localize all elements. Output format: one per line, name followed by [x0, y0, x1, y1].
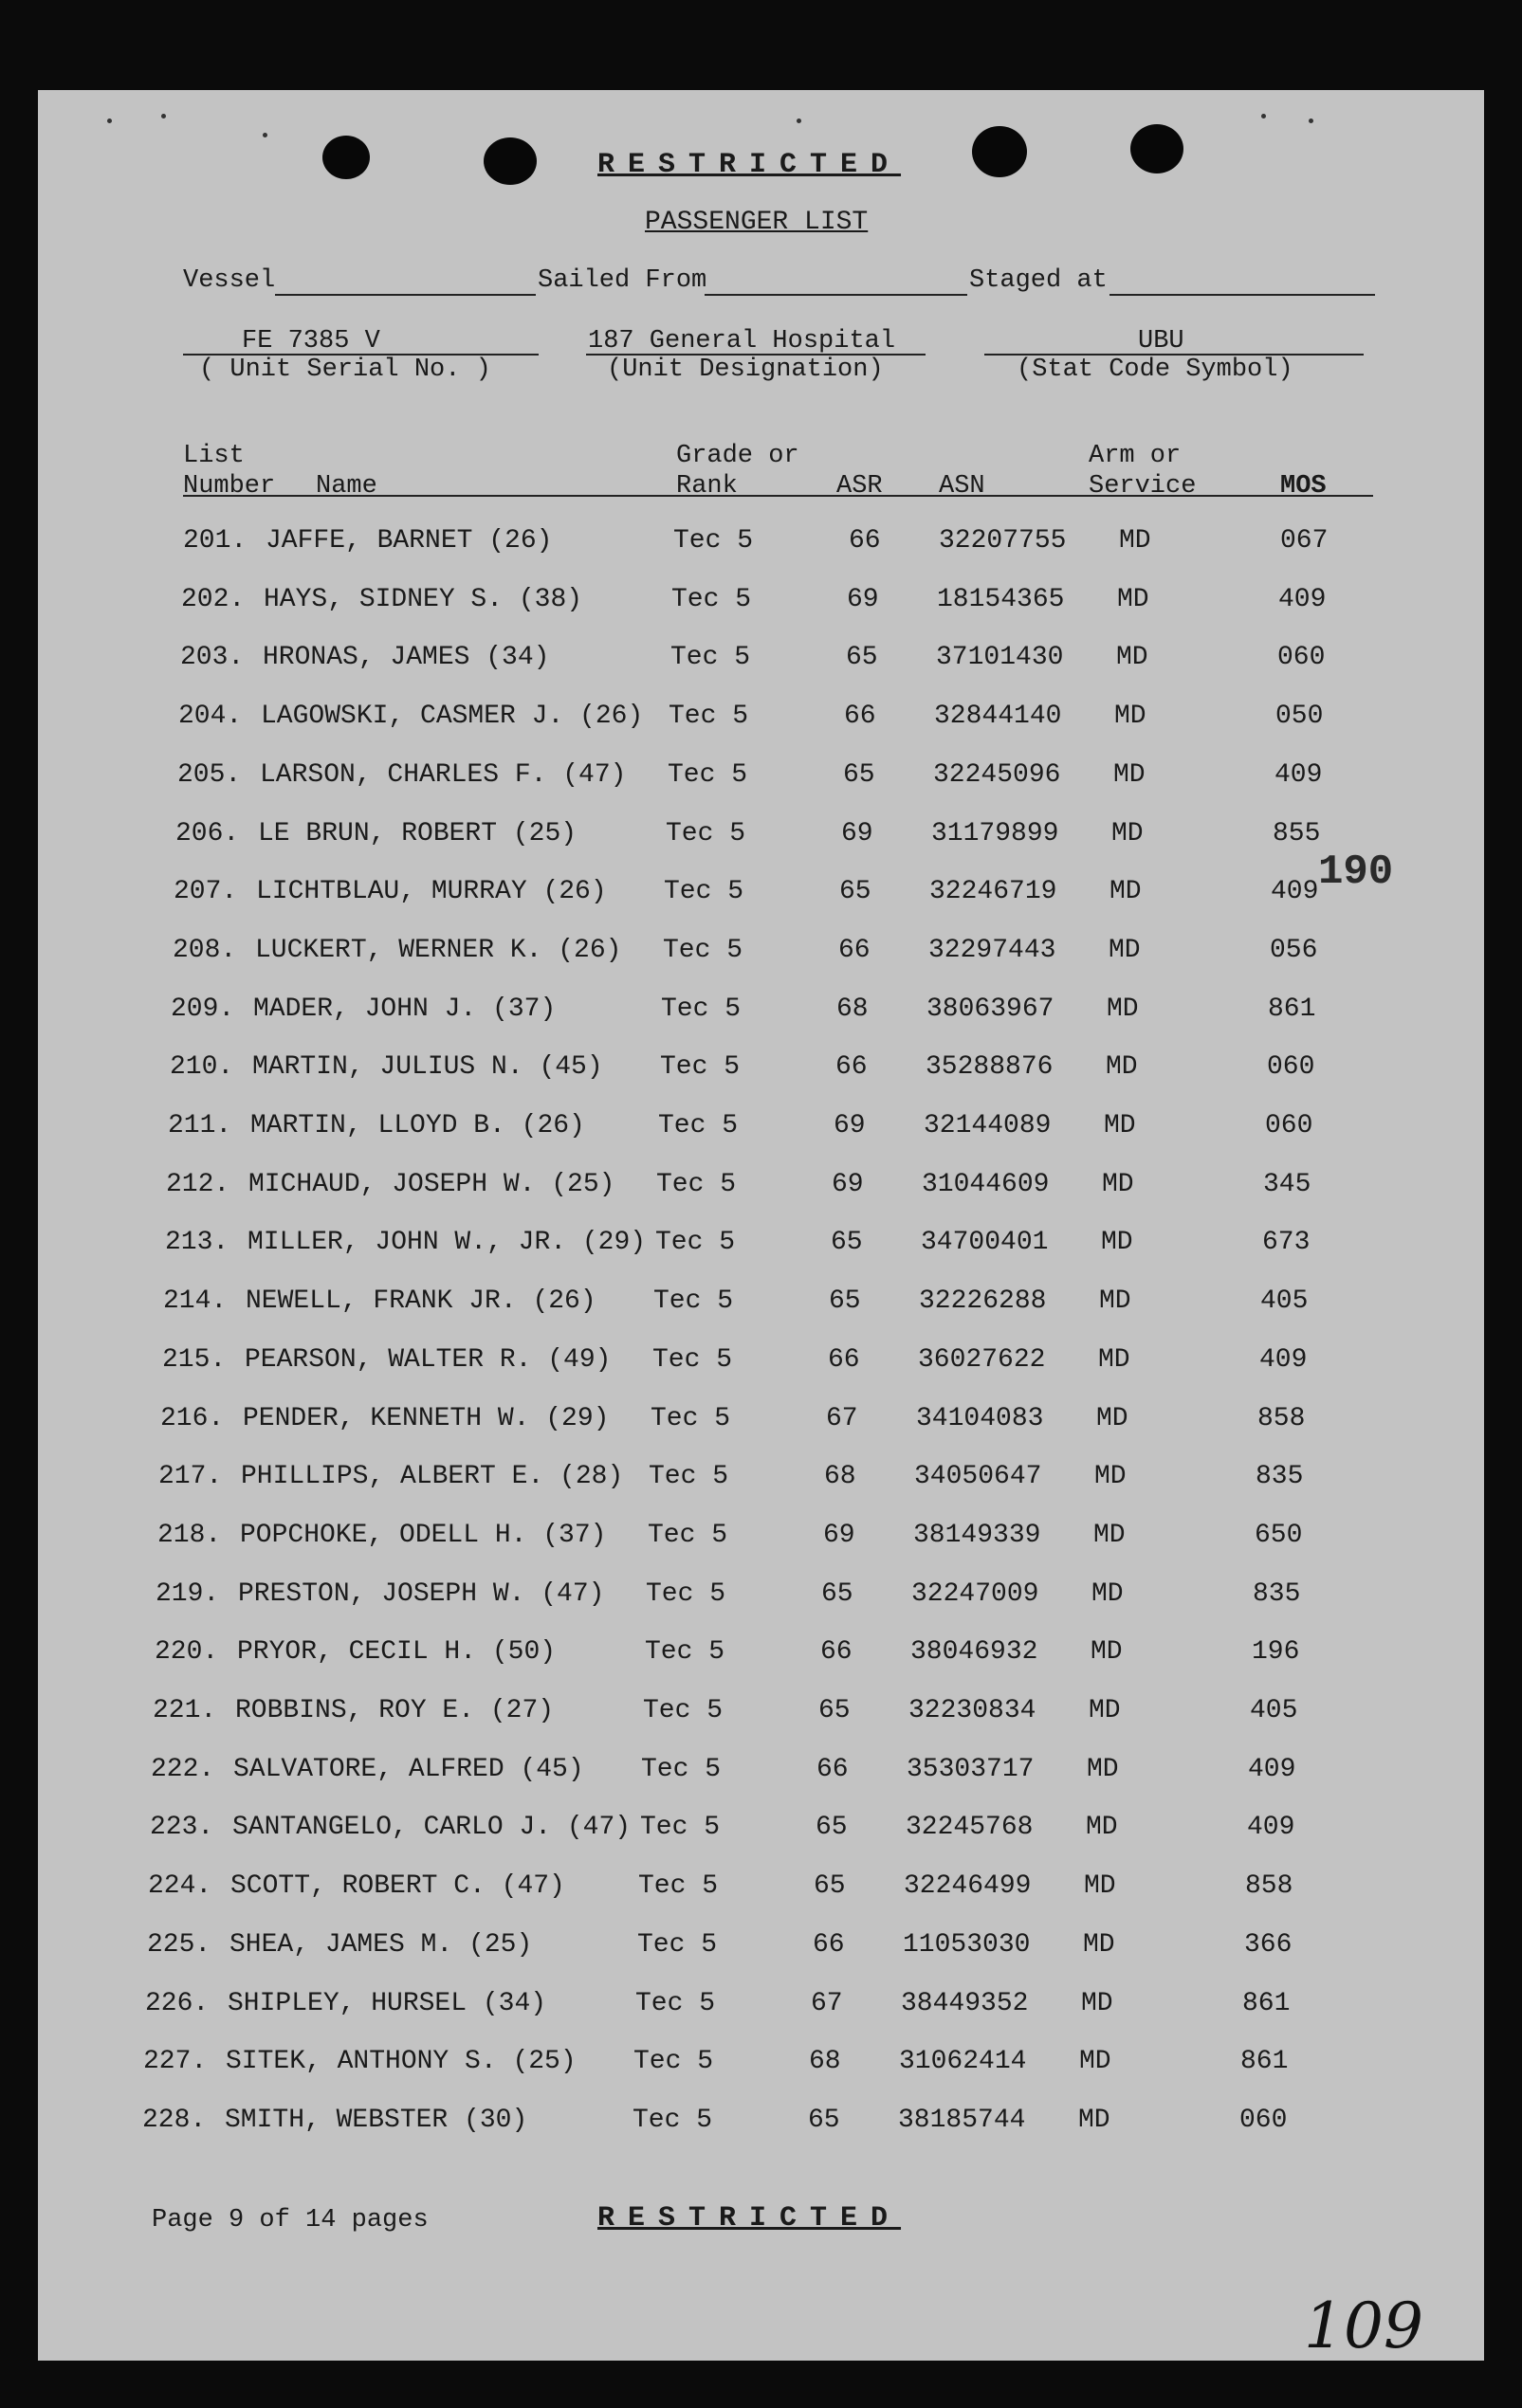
- cell-asn: 31062414: [899, 2047, 1027, 2077]
- cell-name: PEARSON, WALTER R. (49): [245, 1344, 612, 1375]
- cell-mos: 861: [1242, 1988, 1291, 2018]
- cell-arm: MD: [1107, 994, 1139, 1024]
- cell-mos: 405: [1260, 1286, 1309, 1317]
- cell-grade: Tec 5: [655, 1228, 736, 1258]
- cell-grade: Tec 5: [661, 994, 742, 1024]
- cell-arm: MD: [1102, 1169, 1134, 1199]
- cell-name: LUCKERT, WERNER K. (26): [255, 935, 622, 965]
- table-row: [20, 1228, 1466, 1266]
- cell-grade: Tec 5: [653, 1286, 734, 1317]
- table-row: [12, 1521, 1458, 1559]
- cell-mos: 067: [1280, 526, 1329, 556]
- cell-mos: 060: [1277, 643, 1326, 673]
- cell-asr: 66: [844, 702, 876, 732]
- cell-arm: MD: [1091, 1578, 1124, 1609]
- cell-asn: 38063967: [926, 994, 1054, 1024]
- cell-asn: 37101430: [936, 643, 1064, 673]
- cell-asn: 32207755: [939, 526, 1067, 556]
- cell-asn: 34104083: [916, 1403, 1044, 1433]
- cell-name: PHILLIPS, ALBERT E. (28): [241, 1462, 624, 1492]
- cell-asr: 67: [811, 1988, 843, 2018]
- cell-grade: Tec 5: [663, 935, 743, 965]
- table-row: [8, 1696, 1454, 1734]
- cell-mos: 409: [1271, 877, 1319, 907]
- cell-num: 201.: [183, 526, 248, 556]
- cell-num: 210.: [170, 1052, 234, 1083]
- col-name: Name: [316, 472, 377, 501]
- punch-hole: [972, 126, 1027, 177]
- staged-at-field: [1109, 294, 1375, 296]
- cell-grade: Tec 5: [640, 1813, 721, 1843]
- cell-name: SANTANGELO, CARLO J. (47): [232, 1813, 632, 1843]
- table-row: [10, 1579, 1457, 1617]
- stat-code-label: (Stat Code Symbol): [1017, 356, 1293, 384]
- cell-grade: Tec 5: [638, 1871, 719, 1902]
- cell-asr: 66: [828, 1344, 860, 1375]
- cell-arm: MD: [1101, 1228, 1133, 1258]
- cell-mos: 409: [1278, 584, 1327, 614]
- table-row: [13, 1462, 1459, 1500]
- cell-arm: MD: [1113, 759, 1146, 790]
- cell-asn: 35288876: [926, 1052, 1054, 1083]
- cell-grade: Tec 5: [660, 1052, 741, 1083]
- cell-asr: 67: [826, 1403, 858, 1433]
- cell-asr: 66: [813, 1929, 845, 1960]
- cell-name: LARSON, CHARLES F. (47): [260, 759, 627, 790]
- cell-asr: 69: [823, 1520, 855, 1550]
- cell-name: MADER, JOHN J. (37): [253, 994, 557, 1024]
- cell-arm: MD: [1093, 1520, 1126, 1550]
- table-row: [0, 2047, 1444, 2085]
- cell-num: 217.: [158, 1462, 223, 1492]
- cell-asr: 69: [834, 1111, 866, 1140]
- cell-grade: Tec 5: [656, 1169, 737, 1199]
- cell-asr: 65: [843, 759, 875, 790]
- cell-num: 212.: [166, 1169, 230, 1199]
- col-asn: ASN: [939, 472, 985, 501]
- cell-mos: 345: [1263, 1169, 1311, 1199]
- unit-serial-value: FE 7385 V: [242, 327, 380, 356]
- table-row: [32, 760, 1478, 798]
- cell-arm: MD: [1119, 526, 1151, 556]
- cell-grade: Tec 5: [645, 1637, 725, 1668]
- cell-name: MICHAUD, JOSEPH W. (25): [248, 1169, 615, 1199]
- cell-name: NEWELL, FRANK JR. (26): [246, 1286, 596, 1317]
- cell-num: 223.: [150, 1813, 214, 1843]
- cell-asr: 65: [808, 2105, 840, 2135]
- cell-asr: 69: [847, 584, 879, 614]
- cell-mos: 650: [1255, 1520, 1303, 1550]
- cell-name: SMITH, WEBSTER (30): [225, 2105, 528, 2135]
- table-row: [2, 1930, 1448, 1968]
- cell-num: 225.: [147, 1929, 211, 1960]
- cell-asr: 69: [841, 818, 873, 848]
- cell-asr: 65: [814, 1871, 846, 1902]
- cell-mos: 673: [1262, 1228, 1311, 1258]
- vessel-field: [275, 294, 536, 296]
- cell-mos: 405: [1250, 1696, 1298, 1725]
- col-mos: MOS: [1280, 472, 1327, 501]
- cell-asr: 65: [821, 1578, 853, 1609]
- cell-name: PRESTON, JOSEPH W. (47): [238, 1578, 605, 1609]
- cell-grade: Tec 5: [670, 643, 751, 673]
- cell-asn: 32246499: [904, 1871, 1032, 1902]
- cell-asn: 38449352: [901, 1988, 1029, 2018]
- cell-name: LICHTBLAU, MURRAY (26): [256, 877, 607, 907]
- cell-name: SITEK, ANTHONY S. (25): [226, 2047, 577, 2077]
- table-row: [35, 643, 1481, 681]
- table-row: [23, 1111, 1469, 1149]
- cell-asn: 32844140: [934, 702, 1062, 732]
- cell-arm: MD: [1081, 1988, 1113, 2018]
- cell-name: PENDER, KENNETH W. (29): [243, 1403, 610, 1433]
- cell-name: SCOTT, ROBERT C. (47): [230, 1871, 565, 1902]
- cell-asr: 68: [836, 994, 869, 1024]
- cell-asr: 69: [832, 1169, 864, 1199]
- table-row: [28, 936, 1474, 974]
- cell-name: PRYOR, CECIL H. (50): [237, 1637, 557, 1668]
- cell-asn: 32246719: [929, 877, 1057, 907]
- cell-mos: 861: [1268, 994, 1316, 1024]
- cell-arm: MD: [1117, 584, 1149, 614]
- cell-mos: 858: [1257, 1403, 1306, 1433]
- table-row: [36, 585, 1482, 623]
- stamp-number: 190: [1318, 848, 1394, 896]
- sailed-from-label: Sailed From: [538, 266, 707, 295]
- cell-name: ROBBINS, ROY E. (27): [235, 1696, 555, 1725]
- cell-grade: Tec 5: [652, 1344, 733, 1375]
- cell-arm: MD: [1084, 1871, 1116, 1902]
- unit-serial-label: ( Unit Serial No. ): [199, 356, 491, 384]
- table-row: [17, 1345, 1463, 1383]
- cell-arm: MD: [1106, 1052, 1138, 1083]
- cell-mos: 855: [1273, 818, 1321, 848]
- cell-num: 203.: [180, 643, 245, 673]
- cell-num: 219.: [156, 1578, 220, 1609]
- cell-mos: 366: [1244, 1929, 1293, 1960]
- cell-asn: 35303717: [907, 1754, 1035, 1784]
- cell-num: 202.: [181, 584, 246, 614]
- cell-name: SALVATORE, ALFRED (45): [233, 1754, 584, 1784]
- cell-asr: 65: [831, 1228, 863, 1258]
- cell-mos: 060: [1267, 1052, 1315, 1083]
- table-row: [30, 819, 1476, 857]
- cell-mos: 409: [1259, 1344, 1308, 1375]
- cell-arm: MD: [1079, 2047, 1111, 2077]
- table-row: [38, 526, 1484, 564]
- cell-arm: MD: [1091, 1637, 1123, 1668]
- cell-num: 207.: [174, 877, 238, 907]
- cell-arm: MD: [1109, 935, 1141, 965]
- cell-asr: 65: [846, 643, 878, 673]
- staged-at-label: Staged at: [969, 266, 1108, 295]
- cell-asn: 32245096: [933, 759, 1061, 790]
- cell-num: 209.: [171, 994, 235, 1024]
- cell-num: 208.: [173, 935, 237, 965]
- table-row: [18, 1286, 1464, 1324]
- cell-asn: 11053030: [903, 1929, 1031, 1960]
- cell-num: 224.: [148, 1871, 212, 1902]
- cell-arm: MD: [1116, 643, 1148, 673]
- cell-asr: 66: [835, 1052, 868, 1083]
- cell-asn: 34700401: [921, 1228, 1049, 1258]
- cell-num: 205.: [177, 759, 242, 790]
- cell-mos: 409: [1247, 1813, 1295, 1843]
- cell-arm: MD: [1094, 1462, 1127, 1492]
- cell-mos: 409: [1274, 759, 1323, 790]
- cell-grade: Tec 5: [658, 1111, 739, 1140]
- cell-grade: Tec 5: [673, 526, 754, 556]
- document-page: [38, 90, 1484, 2361]
- cell-asn: 32247009: [911, 1578, 1039, 1609]
- cell-name: MILLER, JOHN W., JR. (29): [248, 1228, 647, 1258]
- cell-arm: MD: [1078, 2105, 1110, 2135]
- cell-mos: 196: [1252, 1637, 1300, 1668]
- unit-designation-label: (Unit Designation): [607, 356, 884, 384]
- cell-grade: Tec 5: [651, 1403, 731, 1433]
- cell-name: POPCHOKE, ODELL H. (37): [240, 1520, 607, 1550]
- cell-num: 206.: [175, 818, 240, 848]
- vessel-label: Vessel: [183, 266, 276, 295]
- cell-mos: 060: [1265, 1111, 1313, 1140]
- cell-num: 222.: [151, 1754, 215, 1784]
- cell-asn: 31044609: [922, 1169, 1050, 1199]
- cell-asr: 65: [829, 1286, 861, 1317]
- cell-num: 214.: [163, 1286, 228, 1317]
- cell-asr: 66: [820, 1637, 853, 1668]
- cell-grade: Tec 5: [635, 1988, 716, 2018]
- cell-asn: 32226288: [919, 1286, 1047, 1317]
- unit-designation-value: 187 General Hospital: [588, 327, 896, 356]
- cell-grade: Tec 5: [641, 1754, 722, 1784]
- table-row: [28, 877, 1475, 915]
- cell-mos: 056: [1270, 935, 1318, 965]
- table-row: [9, 1637, 1456, 1675]
- cell-num: 226.: [145, 1988, 210, 2018]
- cell-name: MARTIN, LLOYD B. (26): [250, 1111, 585, 1140]
- handwritten-page-number: 109: [1304, 2289, 1423, 2362]
- cell-asr: 65: [816, 1813, 848, 1843]
- cell-mos: 861: [1240, 2047, 1289, 2077]
- cell-asn: 36027622: [918, 1344, 1046, 1375]
- cell-name: SHEA, JAMES M. (25): [229, 1929, 533, 1960]
- cell-num: 228.: [142, 2105, 207, 2135]
- cell-asn: 32245768: [906, 1813, 1034, 1843]
- table-row: [5, 1813, 1451, 1851]
- cell-grade: Tec 5: [669, 702, 749, 732]
- cell-grade: Tec 5: [633, 2105, 713, 2135]
- cell-grade: Tec 5: [649, 1462, 729, 1492]
- cell-grade: Tec 5: [648, 1520, 728, 1550]
- cell-name: JAFFE, BARNET (26): [266, 526, 553, 556]
- header-rule: [183, 495, 1373, 497]
- cell-num: 227.: [143, 2047, 208, 2077]
- cell-arm: MD: [1089, 1696, 1121, 1725]
- cell-asn: 32297443: [928, 935, 1056, 965]
- cell-num: 220.: [155, 1637, 219, 1668]
- cell-name: HAYS, SIDNEY S. (38): [264, 584, 583, 614]
- page-info: Page 9 of 14 pages: [152, 2206, 429, 2235]
- cell-asr: 66: [816, 1754, 849, 1784]
- table-row: [21, 1170, 1467, 1208]
- cell-arm: MD: [1111, 818, 1144, 848]
- cell-name: MARTIN, JULIUS N. (45): [252, 1052, 603, 1083]
- punch-hole: [1130, 124, 1183, 173]
- table-row: [3, 1871, 1449, 1909]
- cell-grade: Tec 5: [637, 1929, 718, 1960]
- table-row: [25, 1052, 1471, 1090]
- table-row: [15, 1404, 1461, 1442]
- cell-mos: 409: [1248, 1754, 1296, 1784]
- cell-grade: Tec 5: [668, 759, 748, 790]
- cell-mos: 835: [1253, 1578, 1301, 1609]
- cell-grade: Tec 5: [633, 2047, 714, 2077]
- sailed-from-field: [705, 294, 967, 296]
- cell-name: HRONAS, JAMES (34): [263, 643, 550, 673]
- col-arm: Arm or Service: [1089, 442, 1197, 501]
- cell-num: 216.: [160, 1403, 225, 1433]
- table-row: [26, 994, 1472, 1032]
- cell-name: SHIPLEY, HURSEL (34): [228, 1988, 547, 2018]
- cell-mos: 835: [1256, 1462, 1304, 1492]
- table-row: [6, 1755, 1452, 1793]
- cell-grade: Tec 5: [643, 1696, 724, 1725]
- cell-arm: MD: [1109, 877, 1142, 907]
- col-asr: ASR: [836, 472, 883, 501]
- cell-asn: 38149339: [913, 1520, 1041, 1550]
- cell-arm: MD: [1114, 702, 1146, 732]
- cell-arm: MD: [1098, 1344, 1130, 1375]
- cell-asn: 38046932: [910, 1637, 1038, 1668]
- table-row: [33, 702, 1479, 739]
- cell-asr: 68: [824, 1462, 856, 1492]
- cell-asn: 34050647: [914, 1462, 1042, 1492]
- classification-header: RESTRICTED: [597, 149, 902, 181]
- cell-arm: MD: [1086, 1813, 1118, 1843]
- col-grade: Grade or Rank: [676, 442, 799, 501]
- cell-arm: MD: [1096, 1403, 1128, 1433]
- cell-asn: 32144089: [924, 1111, 1052, 1140]
- cell-num: 218.: [157, 1520, 222, 1550]
- cell-num: 221.: [153, 1696, 217, 1725]
- cell-grade: Tec 5: [666, 818, 746, 848]
- punch-hole: [484, 137, 537, 185]
- cell-name: LAGOWSKI, CASMER J. (26): [261, 702, 644, 732]
- page-title: PASSENGER LIST: [645, 208, 869, 237]
- cell-num: 215.: [162, 1344, 227, 1375]
- cell-grade: Tec 5: [664, 877, 744, 907]
- cell-num: 211.: [168, 1111, 232, 1140]
- cell-mos: 050: [1275, 702, 1324, 732]
- classification-footer: RESTRICTED: [597, 2202, 902, 2235]
- cell-num: 204.: [178, 702, 243, 732]
- cell-arm: MD: [1099, 1286, 1131, 1317]
- cell-asr: 65: [818, 1696, 851, 1725]
- cell-grade: Tec 5: [671, 584, 752, 614]
- cell-asn: 32230834: [908, 1696, 1036, 1725]
- cell-asn: 31179899: [931, 818, 1059, 848]
- cell-name: LE BRUN, ROBERT (25): [258, 818, 578, 848]
- cell-asr: 65: [839, 877, 871, 907]
- cell-grade: Tec 5: [646, 1578, 726, 1609]
- cell-arm: MD: [1083, 1929, 1115, 1960]
- cell-asn: 18154365: [937, 584, 1065, 614]
- cell-num: 213.: [165, 1228, 229, 1258]
- cell-asr: 68: [809, 2047, 841, 2077]
- stat-code-value: UBU: [1138, 327, 1184, 356]
- cell-asn: 38185744: [898, 2105, 1026, 2135]
- cell-mos: 060: [1239, 2105, 1288, 2135]
- punch-hole: [322, 136, 370, 179]
- cell-asr: 66: [838, 935, 871, 965]
- cell-arm: MD: [1104, 1111, 1136, 1140]
- table-row: [0, 2106, 1443, 2143]
- cell-arm: MD: [1087, 1754, 1119, 1784]
- cell-mos: 858: [1245, 1871, 1293, 1902]
- col-list-number: List Number: [183, 442, 276, 501]
- cell-asr: 66: [849, 526, 881, 556]
- table-row: [0, 1989, 1446, 2027]
